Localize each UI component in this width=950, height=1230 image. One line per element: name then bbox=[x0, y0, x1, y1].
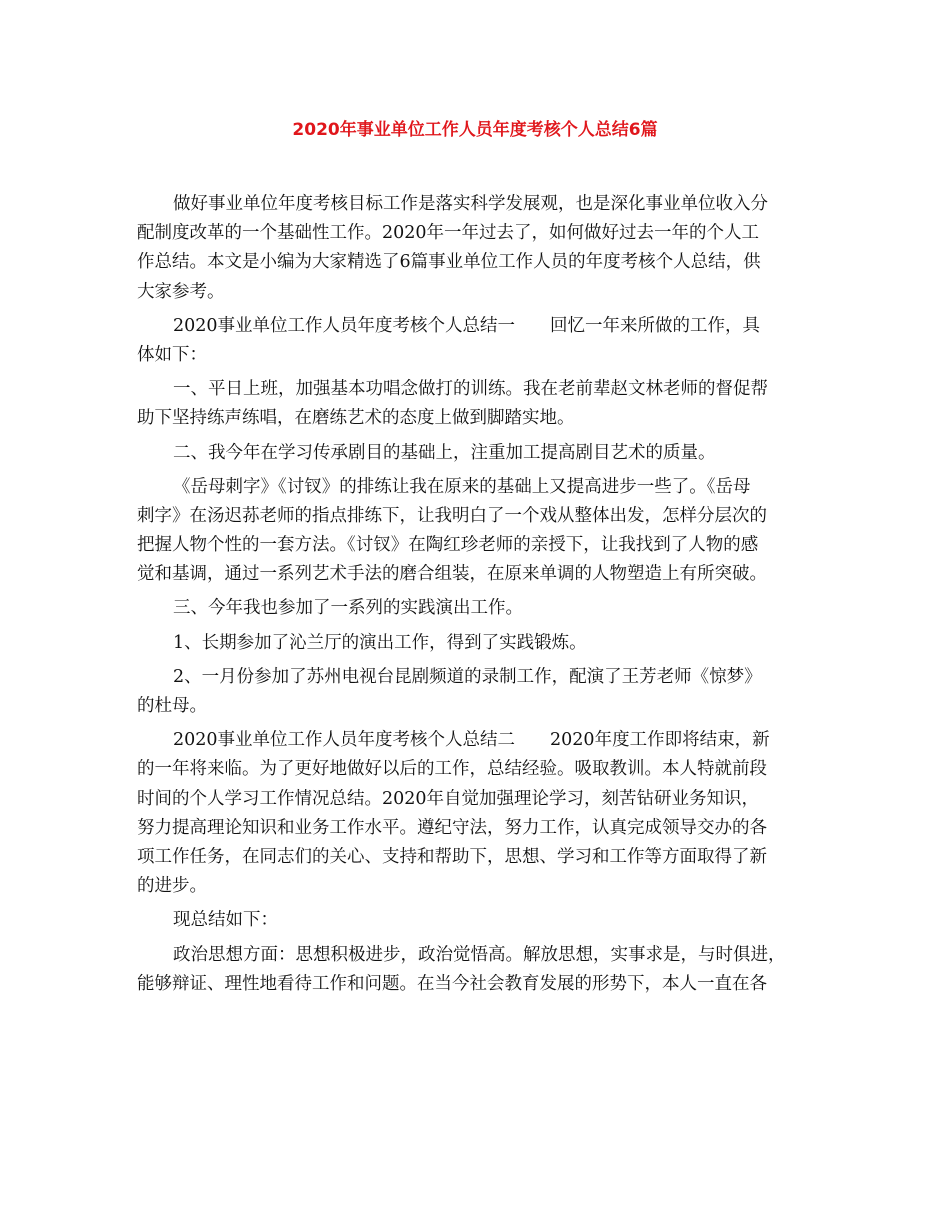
text-line: 政治思想方面：思想积极进步，政治觉悟高。解放思想，实事求是，与时俱进， bbox=[173, 944, 786, 965]
text-line: 的进步。 bbox=[137, 876, 207, 897]
text-line: 努力提高理论知识和业务工作水平。遵纪守法，努力工作，认真完成领导交办的各 bbox=[137, 817, 767, 838]
text-line: 现总结如下： bbox=[173, 910, 278, 931]
text-line: 能够辩证、理性地看待工作和问题。在当今社会教育发展的形势下，本人一直在各 bbox=[137, 973, 767, 994]
text-line: 2、一月份参加了苏州电视台昆剧频道的录制工作，配演了王芳老师《惊梦》 bbox=[173, 666, 762, 687]
text-line: 2020事业单位工作人员年度考核个人总结二 2020年度工作即将结束，新 bbox=[173, 730, 770, 751]
document-body bbox=[137, 190, 837, 999]
text-line: 2020事业单位工作人员年度考核个人总结一 回忆一年来所做的工作，具 bbox=[173, 315, 761, 336]
text-line: 1、长期参加了沁兰厅的演出工作，得到了实践锻炼。 bbox=[173, 632, 587, 653]
text-line: 三、今年我也参加了一系列的实践演出工作。 bbox=[173, 598, 523, 619]
document-title: 2020年事业单位工作人员年度考核个人总结6篇 bbox=[292, 120, 658, 140]
text-line: 项工作任务，在同志们的关心、支持和帮助下，思想、学习和工作等方面取得了新 bbox=[137, 846, 767, 867]
text-line: 配制度改革的一个基础性工作。2020年一年过去了，如何做好过去一年的个人工 bbox=[137, 223, 760, 244]
text-line: 的一年将来临。为了更好地做好以后的工作，总结经验。吸取教训。本人特就前段 bbox=[137, 759, 767, 780]
text-line: 的杜母。 bbox=[137, 696, 207, 716]
text-line: 大家参考。 bbox=[137, 281, 225, 302]
text-line: 时间的个人学习工作情况总结。2020年自觉加强理论学习，刻苦钻研业务知识， bbox=[137, 788, 760, 809]
text-line: 作总结。本文是小编为大家精选了6篇事业单位工作人员的年度考核个人总结，供 bbox=[137, 252, 761, 273]
text-line: 觉和基调，通过一系列艺术手法的磨合组装，在原来单调的人物塑造上有所突破。 bbox=[137, 564, 767, 585]
text-line: 把握人物个性的一套方法。《讨钗》在陶红珍老师的亲授下，让我找到了人物的感 bbox=[137, 535, 759, 556]
text-line: 体如下： bbox=[137, 344, 207, 365]
text-line: 一、平日上班，加强基本功唱念做打的训练。我在老前辈赵文林老师的督促帮 bbox=[173, 379, 768, 400]
text-line: 做好事业单位年度考核目标工作是落实科学发展观，也是深化事业单位收入分 bbox=[173, 194, 768, 214]
text-line: 《岳母刺字》《讨钗》的排练让我在原来的基础上又提高进步一些了。《岳母 bbox=[173, 476, 751, 497]
text-line: 助下坚持练声练唱，在磨练艺术的态度上做到脚踏实地。 bbox=[137, 408, 575, 429]
text-line: 刺字》在汤迟荪老师的指点排练下，让我明白了一个戏从整体出发，怎样分层次的 bbox=[137, 505, 767, 526]
text-line: 二、我今年在学习传承剧目的基础上，注重加工提高剧目艺术的质量。 bbox=[173, 442, 716, 463]
